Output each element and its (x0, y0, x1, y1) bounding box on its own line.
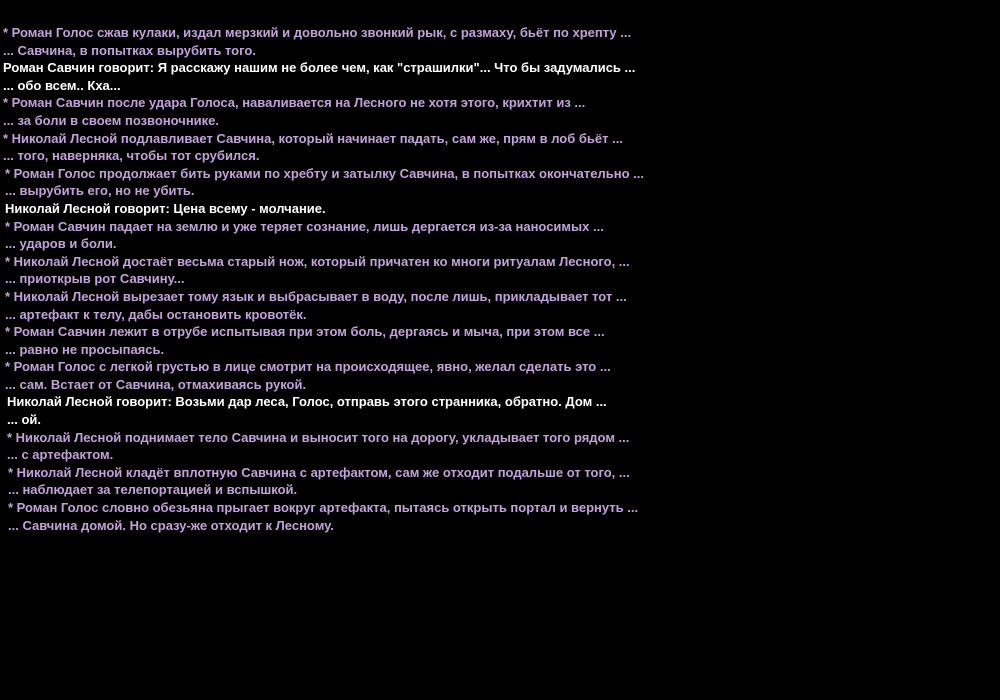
chat-line: Николай Лесной говорит: Возьми дар леса, Голос, отправь этого странника, обратно. Дом ... (7, 394, 607, 410)
chat-line: * Роман Голос продолжает бить руками по хребту и затылку Савчина, в попытках окончательно ... (5, 165, 644, 181)
chat-line: * Николай Лесной подлавливает Савчина, который начинает падать, сам же, прям в лоб бьёт ... (3, 130, 623, 146)
chat-line: * Роман Голос словно обезьяна прыгает вокруг артефакта, пытаясь открыть портал и вернуть ... (8, 500, 639, 516)
chat-line: * Николай Лесной поднимает тело Савчина и выносит того на дорогу, укладывает того рядом ... (7, 429, 630, 445)
chat-line: * Николай Лесной вырезает тому язык и выбрасывает в воду, после лишь, прикладывает тот ... (5, 288, 627, 304)
chat-line: ... ударов и боли. (5, 236, 117, 252)
chat-line: Роман Савчин говорит: Я расскажу нашим не более чем, как "страшилки"... Что бы задумались ... (3, 60, 636, 76)
chat-line: * Роман Савчин лежит в отрубе испытывая при этом боль, дергаясь и мыча, при этом все ... (5, 324, 605, 340)
chat-line: ... Савчина, в попытках вырубить того. (3, 42, 256, 58)
chat-line: * Роман Голос с легкой грустью в лице смотрит на происходящее, явно, желал сделать это ... (5, 359, 611, 375)
chat-line: ... того, наверняка, чтобы тот срубился. (3, 148, 260, 164)
chat-line: * Роман Голос сжав кулаки, издал мерзкий и довольно звонкий рык, с размаху, бьёт по хрепту ... (3, 25, 632, 40)
chat-line: ... с артефактом. (7, 447, 114, 463)
chat-line: ... ой. (7, 412, 41, 428)
chat-line: ... сам. Встает от Савчина, отмахиваясь рукой. (5, 376, 307, 392)
chat-line: ... артефакт к телу, дабы остановить кровотёк. (5, 306, 307, 322)
chat-line: * Николай Лесной кладёт вплотную Савчина с артефактом, сам же отходит подальше от того, ... (8, 464, 630, 480)
chat-line: * Николай Лесной достаёт весьма старый нож, который причатен ко многи ритуалам Лесного, ... (5, 253, 630, 269)
chat-line: ... за боли в своем позвоночнике. (3, 112, 220, 128)
chat-line: ... вырубить его, но не убить. (5, 183, 195, 199)
chat-line: ... приоткрыв рот Савчину... (5, 271, 185, 287)
chat-line: ... равно не просыпаясь. (5, 341, 165, 357)
chat-line: Николай Лесной говорит: Цена всему - молчание. (5, 200, 326, 216)
chat-line: ... Савчина домой. Но сразу-же отходит к Лесному. (8, 517, 334, 533)
chat-line: ... наблюдает за телепортацией и вспышкой. (8, 482, 298, 498)
chat-line: * Роман Савчин после удара Голоса, наваливается на Лесного не хотя этого, крихтит из ... (3, 95, 586, 111)
chat-line: * Роман Савчин падает на землю и уже теряет сознание, лишь дергается из-за наносимых ... (5, 218, 604, 234)
chat-line: ... обо всем.. Кха... (3, 77, 121, 93)
